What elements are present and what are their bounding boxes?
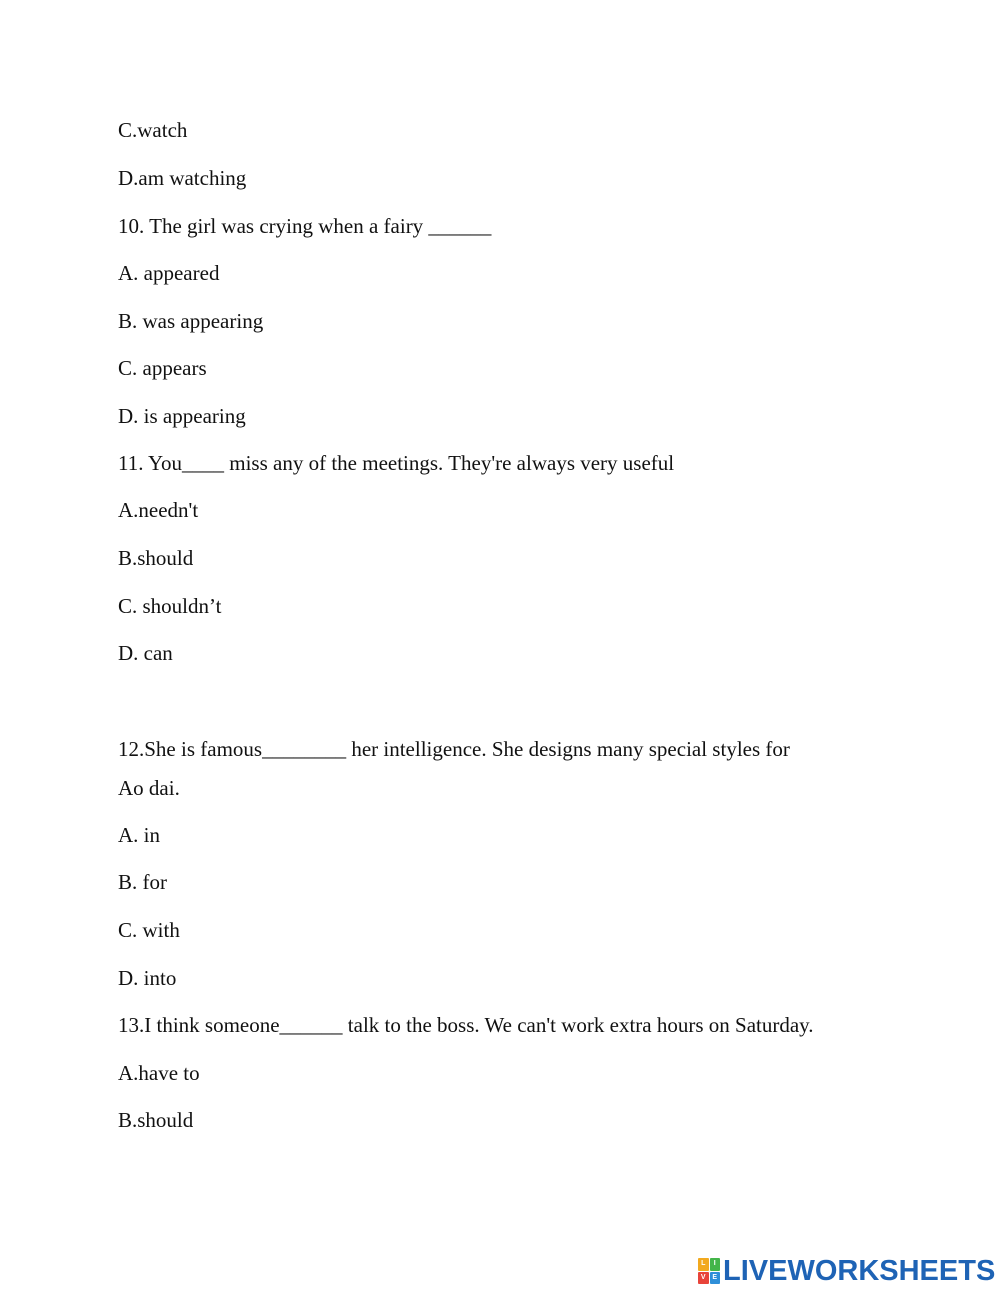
option-11d: D. can (118, 641, 173, 665)
logo-tile-v: V (698, 1272, 709, 1285)
option-13b: B.should (118, 1108, 194, 1132)
option-11a: A.needn't (118, 498, 199, 522)
liveworksheets-logo-text: LIVEWORKSHEETS (723, 1255, 996, 1287)
logo-tile-i: I (710, 1258, 721, 1271)
option-10a: A. appeared (118, 261, 220, 285)
option-11b: B.should (118, 546, 194, 570)
option-12d: D. into (118, 966, 177, 990)
option-9d: D.am watching (118, 166, 247, 190)
logo-tile-e: E (710, 1272, 721, 1285)
question-12: 12.She is famous________ her intelligence. She designs many special styles for (118, 737, 790, 761)
question-10: 10. The girl was crying when a fairy ______ (118, 214, 492, 238)
question-13: 13.I think someone______ talk to the boss. We can't work extra hours on Saturday. (118, 1013, 814, 1037)
option-12a: A. in (118, 823, 160, 847)
option-12c: C. with (118, 918, 180, 942)
liveworksheets-logo (698, 1256, 995, 1286)
option-9c: C.watch (118, 118, 188, 142)
question-11: 11. You____ miss any of the meetings. They're always very useful (118, 451, 675, 475)
logo-tile-l: L (698, 1258, 709, 1271)
option-10d: D. is appearing (118, 404, 246, 428)
option-10c: C. appears (118, 356, 207, 380)
option-11c: C. shouldn’t (118, 594, 222, 618)
option-10b: B. was appearing (118, 309, 264, 333)
question-12-continued: Ao dai. (118, 776, 180, 800)
option-12b: B. for (118, 870, 167, 894)
liveworksheets-logo-icon (698, 1258, 720, 1284)
option-13a: A.have to (118, 1061, 200, 1085)
